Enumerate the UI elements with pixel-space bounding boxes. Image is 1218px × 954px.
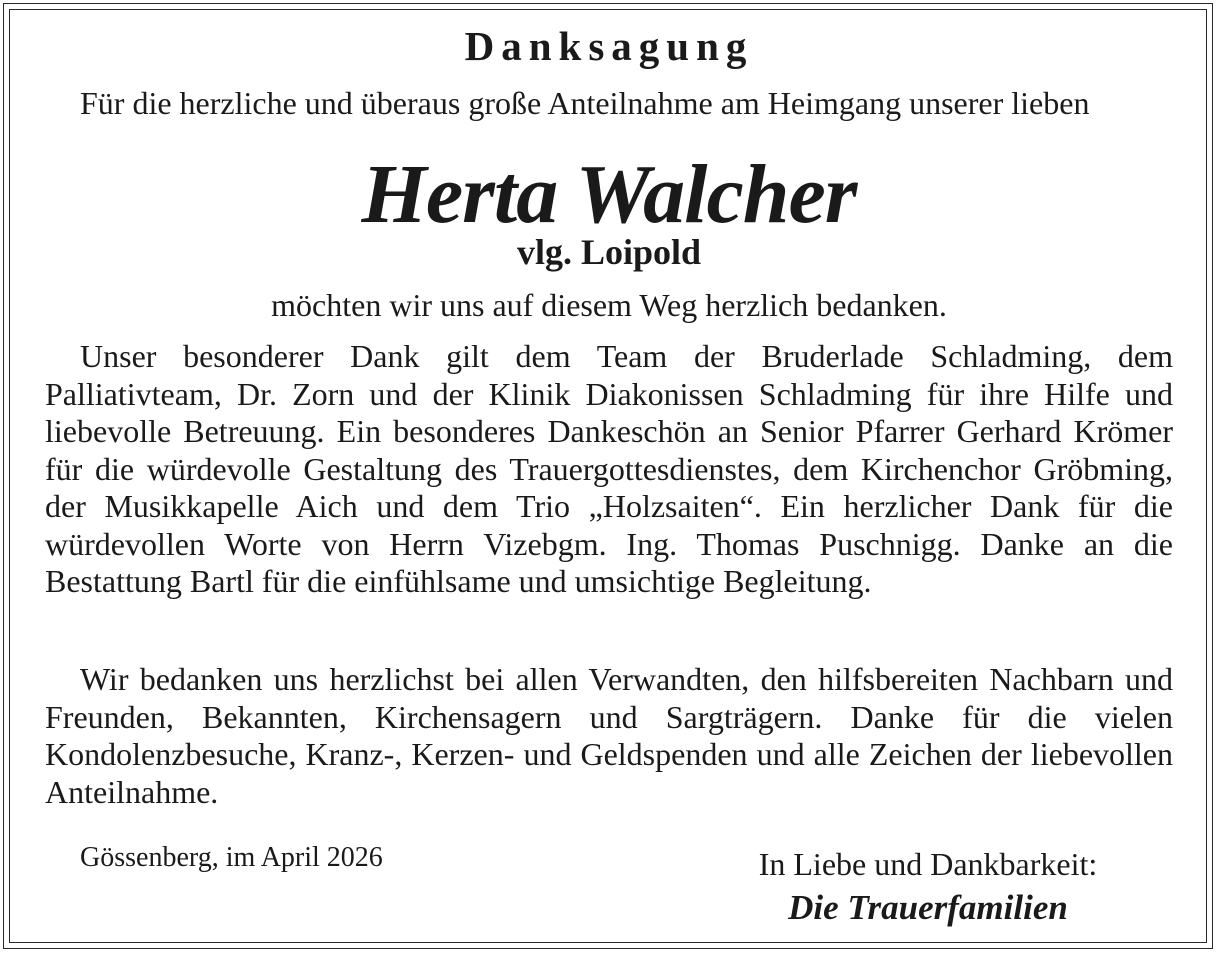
signature: Die Trauerfamilien [788, 888, 1068, 927]
notice-title: Danksagung [464, 23, 754, 69]
intro-paragraph: Für die herzliche und überaus große Anteilnahme am Heimgang unserer lieben [80, 85, 1090, 121]
place-and-date: Gössenberg, im April 2026 [80, 842, 383, 873]
house-name: vlg. Loipold [516, 232, 702, 272]
deceased-name: Herta Walcher [361, 148, 857, 241]
thanks-paragraph-1: Unser besonderer Dank gilt dem Team der Bruderlade Schladming, dem Palliativteam, Dr. Zorn und der Klinik Diakonissen Schladming für ihre Hilfe und liebevolle Betreuung. Ein besonderes Dankeschön an Senior Pfarrer Gerhard Krömer für die würdevolle Gestaltung des Trauergottesdienstes, dem Kirchenchor Gröbming, der Musikkapelle Aich und dem Trio „Holzsaiten“. Ein herzlicher Dank für die würdevollen Worte von Herrn Vizebgm. Ing. Thomas Puschnigg. Danke an die Bestattung Bartl für die einfühlsame und umsichtige Begleitung. [45, 338, 1173, 599]
closing-phrase: In Liebe und Dankbarkeit: [758, 846, 1098, 882]
thanks-paragraph-2: Wir bedanken uns herzlichst bei allen Verwandten, den hilfsbereiten Nachbarn und Freunden, Bekannten, Kirchensagern und Sargträgern. Danke für die vielen Kondolenzbesuche, Kranz-, Kerzen- und Geldspenden und alle Zeichen der liebevollen Anteilnahme. [45, 661, 1173, 810]
thanks-line: möchten wir uns auf diesem Weg herzlich bedanken. [271, 287, 947, 323]
